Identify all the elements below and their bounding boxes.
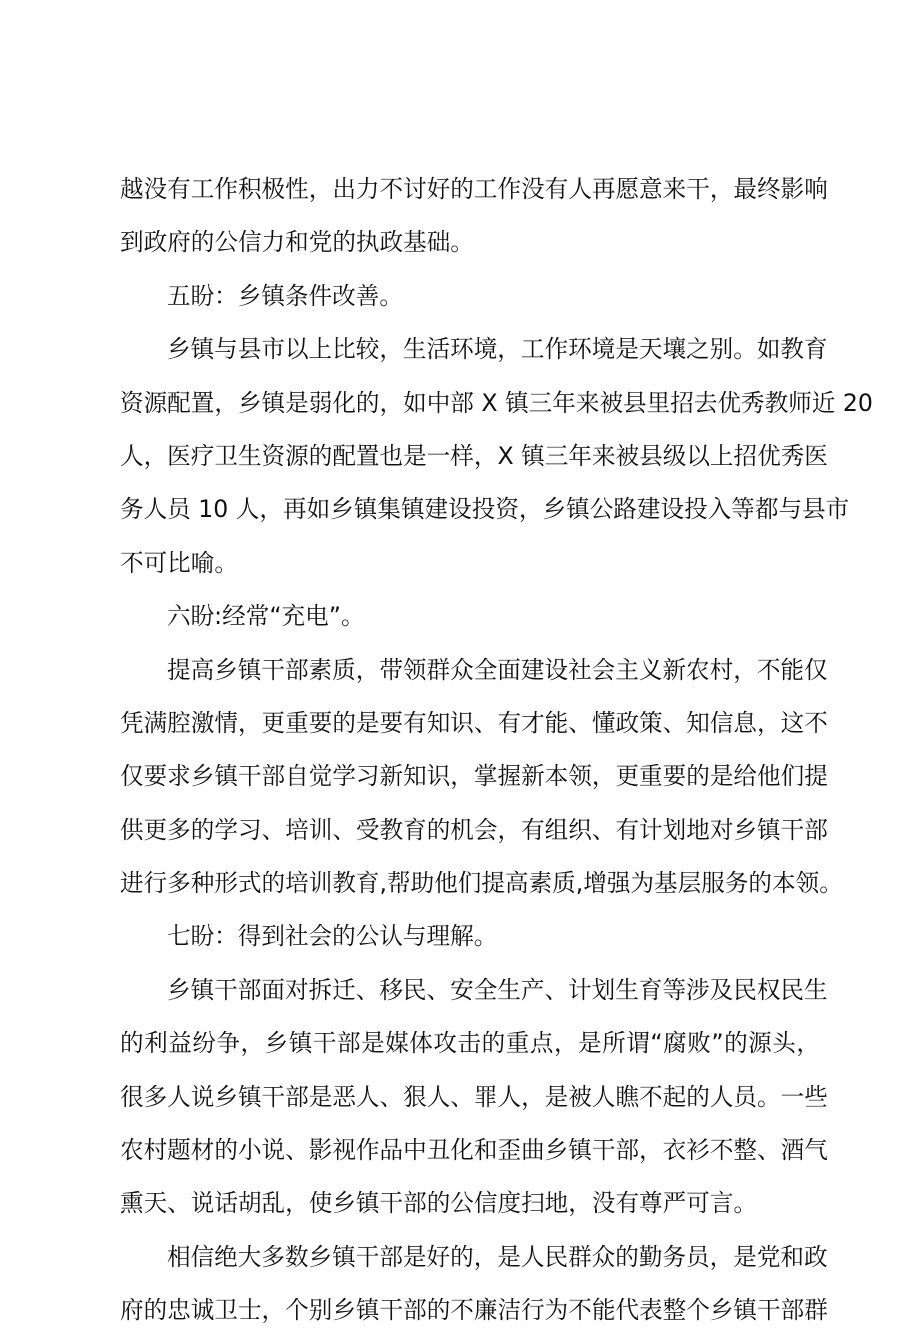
text-line-11: 凭满腔激情，更重要的是要有知识、有才能、懂政策、知信息，这不 [120, 708, 828, 737]
section-heading-5: 五盼：乡镇条件改善。 [167, 281, 403, 310]
text-line-17: 的利益纷争，乡镇干部是媒体攻击的重点，是所谓“腐败”的源头， [120, 1029, 820, 1058]
section-heading-7: 七盼：得到社会的公认与理解。 [167, 922, 498, 951]
text-line-10: 提高乡镇干部素质，带领群众全面建设社会主义新农村，不能仅 [167, 655, 828, 684]
text-line-16: 乡镇干部面对拆迁、移民、安全生产、计划生育等涉及民权民生 [167, 975, 828, 1004]
text-line-20: 熏天、说话胡乱，使乡镇干部的公信度扫地，没有尊严可言。 [120, 1189, 758, 1218]
body-text [120, 163, 873, 1338]
text-line-18: 很多人说乡镇干部是恶人、狠人、罪人，是被人瞧不起的人员。一些 [120, 1082, 828, 1111]
text-line-13: 供更多的学习、培训、受教育的机会，有组织、有计划地对乡镇干部 [120, 815, 828, 844]
text-line-12: 仅要求乡镇干部自觉学习新知识，掌握新本领，更重要的是给他们提 [120, 762, 828, 791]
text-line-22: 府的忠诚卫士，个别乡镇干部的不廉洁行为不能代表整个乡镇干部群 [120, 1296, 828, 1325]
text-line-1: 越没有工作积极性，出力不讨好的工作没有人再愿意来干，最终影响 [120, 175, 828, 203]
text-line-6: 人，医疗卫生资源的配置也是一样，X 镇三年来被县级以上招优秀医 [120, 441, 828, 470]
text-line-8: 不可比喻。 [120, 548, 238, 577]
section-heading-6: 六盼:经常“充电”。 [167, 602, 365, 631]
text-line-2: 到政府的公信力和党的执政基础。 [120, 228, 474, 257]
text-line-21: 相信绝大多数乡镇干部是好的，是人民群众的勤务员，是党和政 [167, 1242, 828, 1271]
text-line-7: 务人员 10 人，再如乡镇集镇建设投资，乡镇公路建设投入等都与县市 [120, 495, 850, 524]
text-line-4: 乡镇与县市以上比较，生活环境，工作环境是天壤之别。如教育 [167, 335, 828, 364]
text-line-19: 农村题材的小说、影视作品中丑化和歪曲乡镇干部，衣衫不整、酒气 [120, 1136, 828, 1165]
text-line-5: 资源配置，乡镇是弱化的，如中部 X 镇三年来被县里招去优秀教师近 20 [120, 388, 873, 417]
text-line-14: 进行多种形式的培训教育,帮助他们提高素质,增强为基层服务的本领。 [120, 869, 843, 898]
